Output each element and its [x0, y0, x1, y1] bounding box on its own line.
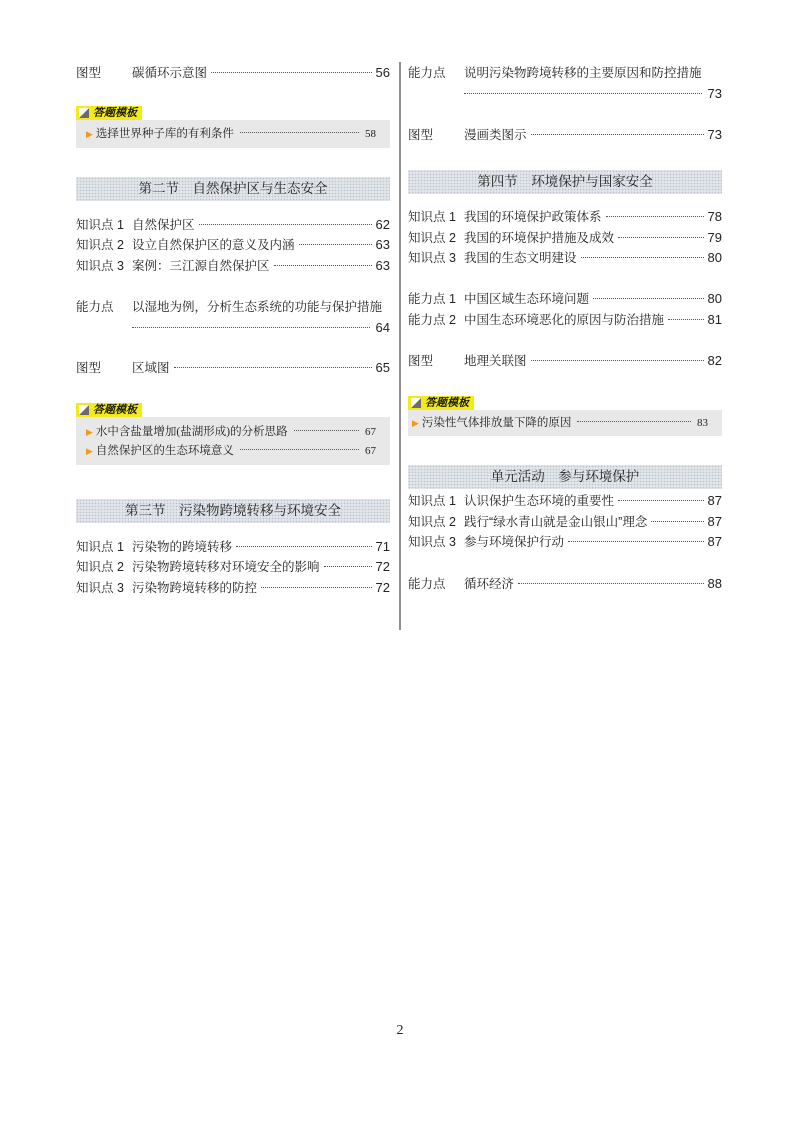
column-divider — [399, 62, 401, 630]
entry-page: 87 — [707, 534, 722, 549]
entry-label: 能力点 — [408, 577, 446, 591]
entry-title: 中国区域生态环境问题 — [464, 292, 590, 306]
toc-entry[interactable] — [408, 248, 722, 268]
entry-label: 知识点 1 — [76, 540, 124, 554]
entry-label: 图型 — [76, 361, 102, 375]
entry-title: 认识保护生态环境的重要性 — [464, 494, 615, 508]
entry-label: 图型 — [408, 128, 434, 142]
toc-entry[interactable] — [76, 256, 390, 276]
entry-label: 能力点 — [408, 66, 446, 80]
toc-entry[interactable] — [408, 63, 722, 83]
leader-dots — [240, 448, 359, 450]
corner-icon-highlight — [79, 405, 89, 415]
entry-label: 知识点 2 — [408, 515, 456, 529]
entry-page: 78 — [707, 209, 722, 224]
entry-label: 能力点 1 — [408, 292, 456, 306]
entry-page: 56 — [375, 65, 390, 80]
leader-dots — [531, 359, 704, 361]
leader-dots — [568, 540, 704, 542]
entry-label: 知识点 2 — [76, 560, 124, 574]
entry-title: 污染物的跨境转移 — [132, 540, 233, 554]
toc-entry[interactable] — [408, 310, 722, 330]
entry-label: 能力点 2 — [408, 313, 456, 327]
toc-entry[interactable] — [408, 491, 722, 511]
entry-page: 72 — [375, 559, 390, 574]
entry-page: 72 — [375, 580, 390, 595]
entry-title: 践行“绿水青山就是金山银山”理念 — [464, 515, 648, 529]
template-item[interactable] — [86, 442, 376, 460]
corner-icon-highlight — [411, 398, 421, 408]
toc-entry[interactable] — [76, 215, 390, 235]
template-item-page: 67 — [365, 445, 376, 457]
entry-title: 我国的生态文明建设 — [464, 251, 577, 265]
toc-entry-continuation[interactable] — [132, 318, 390, 338]
corner-icon-highlight — [79, 108, 89, 118]
toc-entry[interactable] — [408, 351, 722, 371]
answer-template-label: 答题模板 — [425, 397, 469, 409]
section-header — [408, 170, 722, 194]
template-item-text: 选择世界种子库的有利条件 — [95, 128, 234, 140]
section-title: 第三节 污染物跨境转移与环境安全 — [125, 503, 341, 518]
toc-entry[interactable] — [76, 557, 390, 577]
entry-label: 知识点 3 — [408, 535, 456, 549]
entry-page: 73 — [707, 127, 722, 142]
answer-template-label: 答题模板 — [93, 107, 137, 119]
entry-title: 污染物跨境转移对环境安全的影响 — [132, 560, 320, 574]
leader-dots — [299, 243, 372, 245]
section-title: 第四节 环境保护与国家安全 — [477, 174, 653, 189]
toc-entry[interactable] — [408, 512, 722, 532]
entry-page: 71 — [375, 539, 390, 554]
entry-title: 说明污染物跨境转移的主要原因和防控措施 — [464, 66, 702, 80]
entry-title: 碳循环示意图 — [132, 66, 208, 80]
template-item-page: 58 — [365, 128, 376, 140]
answer-template — [76, 106, 390, 148]
leader-dots — [606, 215, 704, 217]
entry-label: 知识点 2 — [408, 231, 456, 245]
entry-title: 设立自然保护区的意义及内涵 — [132, 238, 295, 252]
template-item-page: 83 — [697, 417, 708, 429]
entry-title: 漫画类图示 — [464, 128, 527, 142]
entry-page: 87 — [707, 493, 722, 508]
section-header — [408, 465, 722, 489]
entry-page: 65 — [375, 360, 390, 375]
entry-label: 知识点 1 — [408, 494, 456, 508]
entry-title: 我国的环境保护政策体系 — [464, 210, 602, 224]
triangle-arrow-icon: ▶ — [86, 427, 93, 437]
leader-dots — [174, 366, 372, 368]
toc-entry[interactable] — [408, 532, 722, 552]
toc-entry[interactable] — [76, 358, 390, 378]
entry-page: 63 — [375, 258, 390, 273]
answer-template-tag — [76, 403, 142, 417]
template-item-text: 自然保护区的生态环境意义 — [95, 445, 234, 457]
entry-title: 参与环境保护行动 — [464, 535, 565, 549]
entry-page: 81 — [707, 312, 722, 327]
entry-label: 图型 — [76, 66, 102, 80]
template-item-text: 水中含盐量增加(盐湖形成)的分析思路 — [95, 426, 288, 438]
leader-dots — [581, 256, 704, 258]
leader-dots — [668, 318, 704, 320]
entry-page: 73 — [707, 86, 722, 101]
entry-label: 知识点 1 — [408, 210, 456, 224]
entry-title: 以湿地为例，分析生态系统的功能与保护措施 — [132, 300, 383, 314]
template-item[interactable] — [86, 125, 376, 143]
entry-title: 区域图 — [132, 361, 170, 375]
toc-entry[interactable] — [76, 235, 390, 255]
leader-dots — [464, 92, 702, 94]
entry-title: 案例：三江源自然保护区 — [132, 259, 270, 273]
entry-label: 知识点 3 — [408, 251, 456, 265]
toc-entry[interactable] — [76, 537, 390, 557]
entry-label: 知识点 3 — [76, 581, 124, 595]
leader-dots — [618, 499, 704, 501]
answer-template — [408, 396, 722, 436]
toc-entry[interactable] — [76, 297, 390, 317]
toc-entry[interactable] — [76, 63, 390, 83]
leader-dots — [518, 582, 704, 584]
entry-title: 污染物跨境转移的防控 — [132, 581, 258, 595]
entry-page: 79 — [707, 230, 722, 245]
leader-dots — [261, 586, 372, 588]
leader-dots — [236, 545, 372, 547]
leader-dots — [294, 429, 359, 431]
toc-entry[interactable] — [408, 228, 722, 248]
triangle-arrow-icon: ▶ — [412, 418, 419, 428]
toc-entry[interactable] — [76, 578, 390, 598]
template-item-text: 污染性气体排放量下降的原因 — [421, 417, 572, 429]
leader-dots — [132, 326, 370, 328]
entry-page: 63 — [375, 237, 390, 252]
answer-template-box — [408, 410, 722, 436]
leader-dots — [211, 71, 372, 73]
entry-title: 地理关联图 — [464, 354, 527, 368]
entry-title: 循环经济 — [464, 577, 515, 591]
toc-entry-continuation[interactable] — [464, 84, 722, 104]
entry-title: 中国生态环境恶化的原因与防治措施 — [464, 313, 665, 327]
entry-title: 我国的环境保护措施及成效 — [464, 231, 615, 245]
entry-label: 知识点 3 — [76, 259, 124, 273]
leader-dots — [324, 565, 372, 567]
section-title: 第二节 自然保护区与生态安全 — [138, 181, 328, 196]
leader-dots — [593, 297, 704, 299]
page-number: 2 — [396, 1023, 404, 1038]
entry-page: 80 — [707, 250, 722, 265]
section-title: 单元活动 参与环境保护 — [490, 469, 640, 484]
answer-template-box — [76, 120, 390, 148]
answer-template-tag — [76, 106, 142, 120]
template-item[interactable] — [86, 423, 376, 441]
toc-entry[interactable] — [408, 207, 722, 227]
answer-template — [76, 403, 390, 465]
entry-page: 82 — [707, 353, 722, 368]
template-item-page: 67 — [365, 426, 376, 438]
leader-dots — [274, 264, 372, 266]
entry-page: 88 — [707, 576, 722, 591]
triangle-arrow-icon: ▶ — [86, 446, 93, 456]
entry-label: 图型 — [408, 354, 434, 368]
entry-label: 能力点 — [76, 300, 114, 314]
answer-template-box — [76, 417, 390, 465]
template-item[interactable] — [412, 414, 708, 432]
entry-label: 知识点 2 — [76, 238, 124, 252]
answer-template-tag — [408, 396, 474, 410]
entry-page: 87 — [707, 514, 722, 529]
leader-dots — [199, 223, 372, 225]
section-header — [76, 499, 390, 523]
leader-dots — [531, 133, 704, 135]
leader-dots — [618, 236, 704, 238]
entry-label: 知识点 1 — [76, 218, 124, 232]
section-header — [76, 177, 390, 201]
leader-dots — [651, 520, 703, 522]
entry-page: 80 — [707, 291, 722, 306]
entry-page: 62 — [375, 217, 390, 232]
leader-dots — [577, 420, 691, 422]
toc-entry[interactable] — [408, 125, 722, 145]
entry-page: 64 — [375, 320, 390, 335]
triangle-arrow-icon: ▶ — [86, 129, 93, 139]
answer-template-label: 答题模板 — [93, 404, 137, 416]
toc-entry[interactable] — [408, 289, 722, 309]
toc-entry[interactable] — [408, 574, 722, 594]
leader-dots — [240, 131, 359, 133]
entry-title: 自然保护区 — [132, 218, 195, 232]
